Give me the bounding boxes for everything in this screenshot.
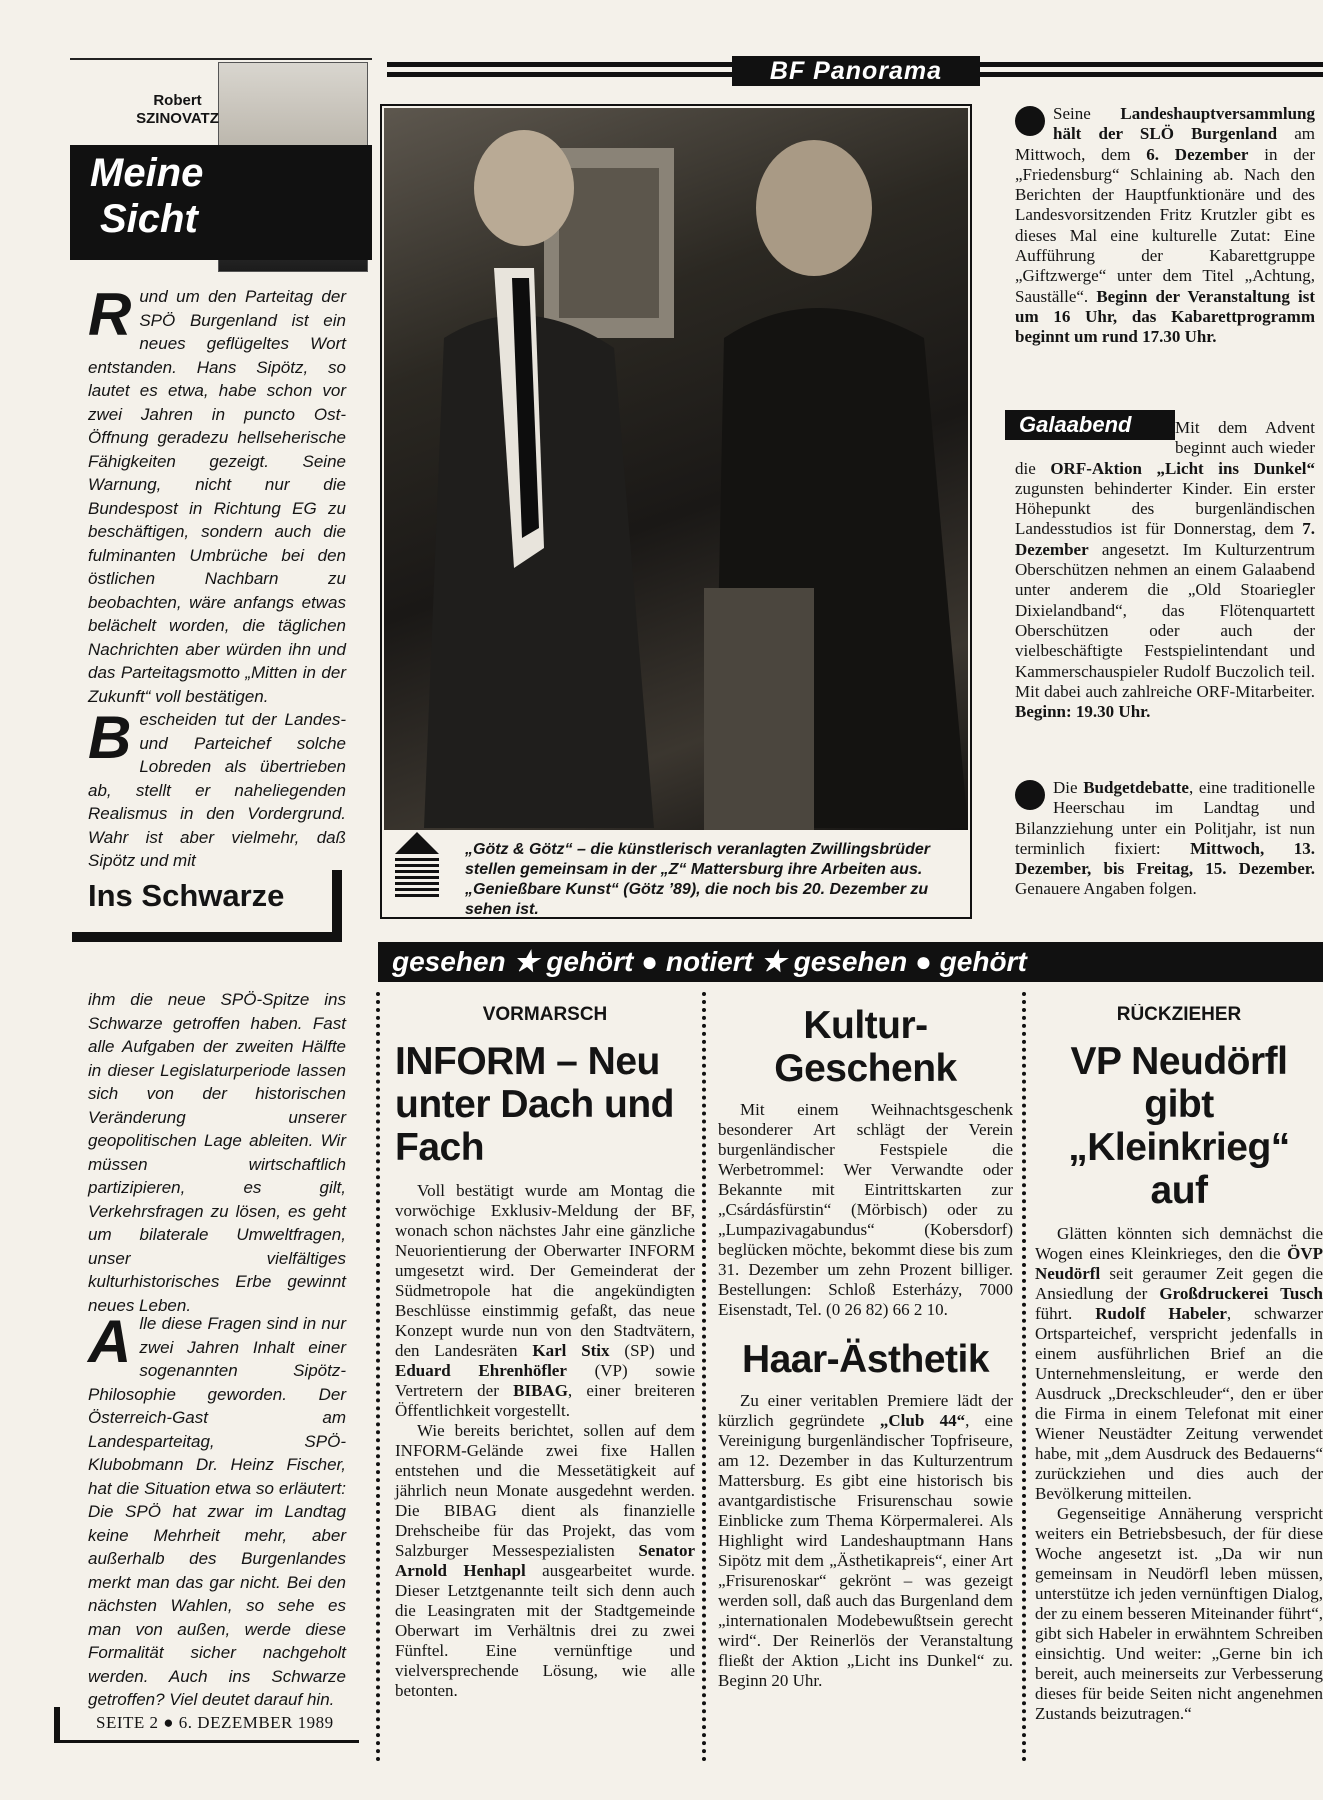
article-kicker: VORMARSCH (482, 1004, 608, 1025)
text-bold: Beginn: 19.30 Uhr. (1015, 702, 1151, 722)
page-footer: SEITE 2 ● 6. DEZEMBER 1989 (96, 1713, 334, 1732)
arrow-up-icon (395, 832, 439, 854)
article-paragraph: Gegenseitige Annäherung verspricht weiters ein Betriebsbesuch, der für diese Woche angesetzt ist. „Da wir nun gemeinsam in Neudörfl leben müssen, unterstütze ich jeden vernünftigen Dialog, der zu einem besseren Miteinander führt“, gibt sich Habeler in erwähntem Schreiben einsichtig. Und weiter: „Gerne bin ich bereit, auch meinerseits zur Verbesserung dieses für beide Seiten nicht angenehmen Zustands beizutragen.“ (1035, 1504, 1323, 1723)
column-divider (376, 992, 380, 1762)
header-rule (980, 72, 1323, 77)
text-bold: Senator Arnold Henhapl (395, 1541, 695, 1580)
section-banner: gesehen ★ gehört ● notiert ★ gesehen ● gehört (378, 942, 1323, 982)
text: , eine traditionelle Heerschau im Landtag und Bilanzziehung unter ein Politjahr, ist nun terminlich fixiert: (1015, 778, 1315, 858)
header-rule (387, 72, 732, 77)
text: Genauere Angaben folgen. (1015, 879, 1197, 899)
column-paragraph-4 (88, 1308, 346, 1712)
bullet-icon (1015, 780, 1045, 810)
text: zugunsten behinderter Kinder. Ein erster Höhepunkt des burgenländischen Landesstudios ist für Donnerstag, dem (1015, 478, 1315, 539)
text: führt. (1035, 1304, 1096, 1323)
drop-cap: A (88, 1308, 132, 1375)
caption-text: – die künstlerisch veranlagten Zwillingsbrüder stellen gemeinsam in der „Z“ Mattersburg ihre Arbeiten aus. „Genießbare Kunst“ (Götz ’89), die noch bis 20. Dezember zu sehen ist. (465, 841, 930, 918)
text: angesetzt. Im Kulturzentrum Oberschützen nehmen an einem Galaabend unter anderem die „Old Stoariegler Dixielandband“, das Flötenquartett Oberschützen oder auch der vielbeschäftigte Festspielintendant und Kammerschauspieler Rudolf Buczolich teil. Mit dabei auch zahlreiche ORF-Mitarbeiter. (1015, 539, 1315, 701)
column-title (70, 145, 372, 260)
painting-inner (559, 168, 659, 318)
man-left-body (424, 315, 654, 828)
text: seit geraumer Zeit gegen die Ansiedlung der (1035, 1264, 1323, 1303)
article-headline: Kultur-Geschenk (774, 1004, 957, 1090)
text: ausgearbeitet wurde. Dieser Letztgenannte teilt sich denn auch die Leasingraten mit der Stadtgemeinde Oberwart im Verhältnis drei zu zwei Fünftel. Eine vernünftige und vielversprechende Lösung, wie alle betonten. (395, 1561, 695, 1700)
caption-lead: „Götz & Götz“ (465, 841, 573, 858)
article-neudoerfl (1035, 1004, 1323, 1724)
paragraph-text: lle diese Fragen sind in nur zwei Jahren Inhalt einer sogenannten Sipötz-Philosophie geworden. Der Österreich-Gast am Landesparteitag, SPÖ-Klubobmann Dr. Heinz Fischer, hat die Situation etwa so erläutert: Die SPÖ hat zwar im Landtag keine Mehrheit mehr, aber außerhalb des Burgenlandes merkt man das gar nicht. Bei den nächsten Wahlen, so sehe es man von außen, werde diese Formalität sicher nachgeholt werden. Auch ins Schwarze getroffen? Viel deutet darauf hin. (88, 1314, 346, 1709)
text-bold: 6. Dezember (1146, 144, 1249, 164)
text: Glätten könnten sich demnächst die Wogen eines Kleinkrieges, den die (1035, 1224, 1323, 1263)
text: Voll bestätigt wurde am Montag die vorwöchige Exklusiv-Meldung der BF, wonach schon nächstes Jahr eine gänzliche Neuorientierung der Oberwarter INFORM umgesetzt wird. Der Gemeinderat der Südmetropole hat die angekündigten Beschlüsse einstimmig gefaßt, das neue Konzept wurde nun von den Stadtvätern, den Landesräten (395, 1181, 695, 1360)
article-paragraph (395, 1421, 695, 1701)
text: Seine (1053, 104, 1121, 123)
text: Wie bereits berichtet, sollen auf dem INFORM-Gelände zwei fixe Hallen entstehen und die Messetätigkeit auf jährlich neun Monate ausgedehnt werden. Die BIBAG dient als finanzielle Drehscheibe für das Projekt, das vom Salzburger Messespezialisten (395, 1421, 695, 1560)
text: Mit dem Advent beginnt auch wieder die (1015, 418, 1315, 478)
text: Die (1053, 778, 1084, 797)
article-paragraph (395, 1181, 695, 1421)
article-inform (395, 1004, 695, 1701)
text-bold: „Club 44“ (879, 1411, 966, 1430)
section-logo: BF Panorama (732, 56, 980, 86)
paragraph-text: und um den Parteitag der SPÖ Burgenland ist ein neues geflügeltes Wort entstanden. Hans Sipötz, so lautet es etwa, habe schon vor zwei Jahren in puncto Ost-Öffnung geradezu hellseherische Fähigkeiten gezeigt. Seine Warnung, nicht nur die Bundespost in Richtung EG zu beschäftigen, sondern auch die fulminanten Umbrüche bei den östlichen Nachbarn zu beobachten, wäre anfangs etwas belächelt worden, die täglichen Nachrichten aber würden ihn und das Parteitagsmotto „Mitten in der Zukunft“ voll bestätigen. (88, 287, 346, 706)
column-paragraph-1 (88, 281, 346, 708)
column-title-line-1: Meine (90, 151, 204, 195)
top-rule (70, 58, 372, 60)
man-left-head (474, 130, 574, 246)
cabinet (704, 588, 814, 830)
drop-cap: R (88, 281, 132, 348)
text: , schwarzer Ortsparteichef, verspricht jedenfalls in einem ausführlichen Brief an die Unternehmensleitung, er werde den Ausdruck „Dreckschleuder“, den er über die Firma in einem Telefonat mit einer Wiener Neustädter Zeitung verwendet habe, mit „dem Ausdruck des Bedauerns“ zurückziehen und dies auch der Bevölkerung mitteilen. (1035, 1304, 1323, 1503)
text: (SP) und (609, 1341, 695, 1360)
galaabend-label: Galaabend (1005, 410, 1175, 440)
article-paragraph (1035, 1224, 1323, 1504)
article-headline: Haar-Ästhetik (741, 1338, 990, 1381)
text-bold: 7. Dezember (1015, 519, 1315, 559)
author-first-name: Robert (153, 92, 202, 109)
subhead: Ins Schwarze (88, 878, 285, 913)
text-bold: Rudolf Habeler (1095, 1304, 1227, 1323)
author-last-name: SZINOVATZ (136, 110, 219, 127)
column-divider (702, 992, 706, 1762)
author-name (130, 92, 225, 128)
paragraph-text: ihm die neue SPÖ-Spitze ins Schwarze getroffen haben. Fast alle Aufgaben der zweiten Hälfte in dieser Legislaturperiode lassen sich von der historischen Veränderung unserer geopolitischen Lage ableiten. Wir müssen wirtschaftlich partizipieren, es gilt, Verkehrsfragen zu lösen, es geht um bilaterale Umweltfragen, unser vielfältiges kulturhistorisches Erbe gewinnt neues Leben. (88, 990, 346, 1315)
text: , eine Vereinigung burgenländischer Topfriseure, am 12. Dezember in das Kulturzentrum Mattersburg. Es gibt eine historisch bis avantgardistische Frisurenschau sowie Einblicke zum Thema Körpermalerei. Als Highlight wird Landeshauptmann Hans Sipötz mit dem „Ästhetikapreis“, einer Art „Frisurenoskar“ gekrönt – was gezeigt werden soll, daß auch das Burgenland dem „internationalen Modebewußtsein gerecht wird“. Der Reinerlös der Veranstaltung fließt der Aktion „Licht ins Dunkel“ zu. Beginn 20 Uhr. (718, 1411, 1013, 1690)
column-title-line-2: Sicht (100, 197, 198, 241)
text-bold: ORF-Aktion „Licht ins Dunkel“ (1050, 458, 1315, 478)
article-paragraph (718, 1391, 1013, 1691)
article-kultur (718, 1004, 1013, 1691)
text: in der „Friedensburg“ Schlaining ab. Nach den Berichten der Hauptfunktionäre und des Landesvorsitzenden Fritz Krutzler gibt es dieses Mal eine kulturelle Zutat: Eine Aufführung der Kabarettgruppe „Giftzwerge“ unter dem Titel „Achtung, Sauställe“. (1015, 144, 1315, 306)
text: Zu einer veritablen Premiere lädt der kürzlich gegründete (718, 1391, 1013, 1430)
paragraph-text: escheiden tut der Landes- und Parteichef solche Lobreden als übertrieben ab, stellt er naheliegenden Realismus in den Vordergrund. Wahr ist aber vielmehr, daß Sipötz und mit (88, 710, 346, 870)
drop-cap: B (88, 704, 132, 771)
article-headline: INFORM – Neu unter Dach und Fach (395, 1040, 675, 1169)
column-divider (1022, 992, 1026, 1762)
arrow-stripes-icon (395, 858, 439, 900)
news-photo (384, 108, 968, 830)
photo-caption (465, 840, 965, 920)
text: am Mittwoch, dem (1015, 124, 1315, 164)
bullet-icon (1015, 106, 1045, 136)
text-bold: Landeshauptversammlung hält der SLÖ Burgenland (1053, 104, 1315, 144)
column-paragraph-3 (88, 988, 346, 1317)
article-paragraph: Mit einem Weihnachtsgeschenk besonderer Art schlägt der Verein burgenländischer Festspiele die Werbetrommel: Wer Verwandte oder Bekannte mit Eintrittskarten zur „Csárdásfürstin“ (Mörbisch) oder zu „Lumpazivagabundus“ (Kobersdorf) beglücken möchte, bekommt diese bis zum 31. Dezember um zehn Prozent billiger. Bestellungen: Schloß Esterházy, 7000 Eisenstadt, Tel. (0 26 82) 66 2 10. (718, 1100, 1013, 1319)
text-bold: ÖVP Neudörfl (1035, 1244, 1323, 1283)
text-bold: Großdruckerei Tusch (1159, 1284, 1323, 1303)
article-kicker: RÜCKZIEHER (1116, 1004, 1242, 1025)
header-rule (980, 62, 1323, 67)
header-rule (387, 62, 732, 67)
text: , einer breiteren Öffentlichkeit vorgestellt. (395, 1381, 695, 1420)
label-spacer (1015, 418, 1175, 440)
text-bold: Beginn der Veranstaltung ist um 16 Uhr, das Kabarettprogramm beginnt um rund 17.30 Uhr. (1015, 286, 1316, 347)
text-bold: Eduard Ehrenhöfler (395, 1361, 567, 1380)
column-paragraph-2 (88, 704, 346, 873)
article-headline: VP Neudörfl gibt „Kleinkrieg“ auf (1068, 1040, 1290, 1212)
notice-galaabend (1015, 418, 1315, 722)
text-bold: Budgetdebatte (1083, 778, 1189, 797)
text-bold: BIBAG (513, 1381, 568, 1400)
notice-slö (1015, 104, 1315, 348)
text: (VP) sowie Vertretern der (395, 1361, 695, 1400)
photo-illustration (384, 108, 968, 830)
text-bold: Mittwoch, 13. Dezember, bis Freitag, 15. Dezember. (1015, 838, 1315, 879)
man-right-head (756, 140, 872, 276)
text-bold: Karl Stix (532, 1341, 610, 1360)
notice-budget (1015, 778, 1315, 900)
